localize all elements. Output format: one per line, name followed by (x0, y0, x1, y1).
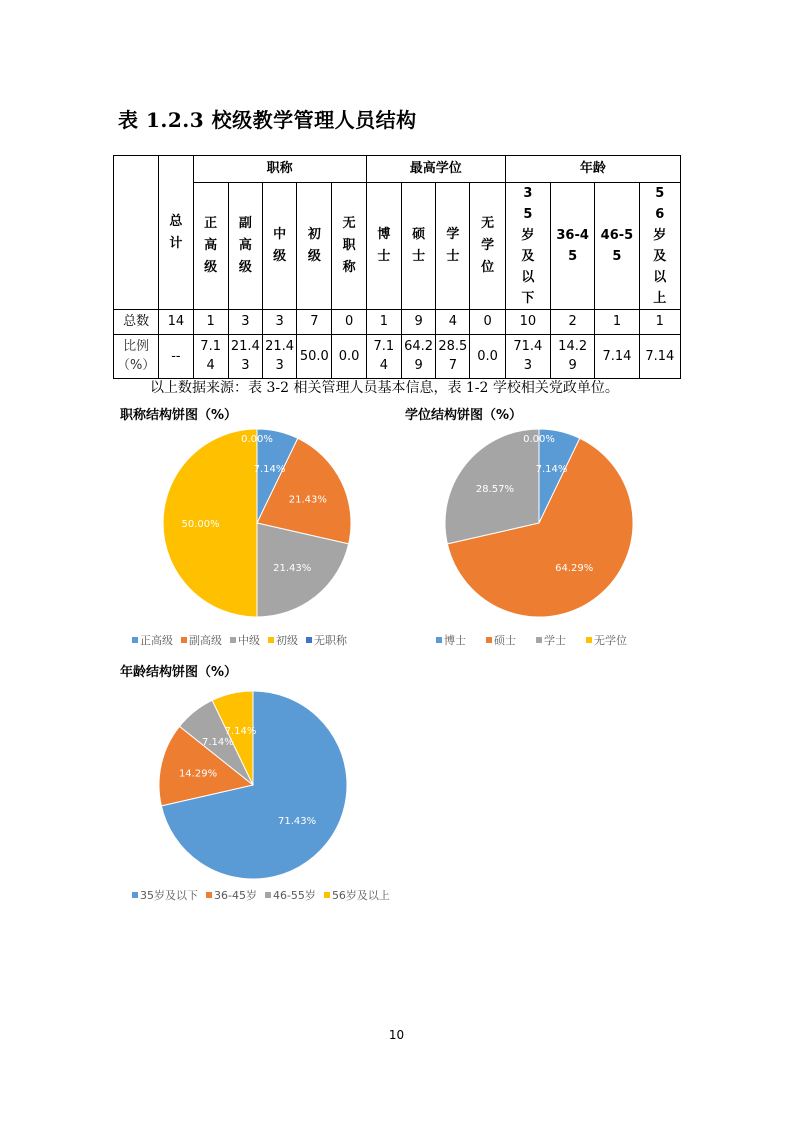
table-cell: 7.14 (639, 335, 680, 379)
subheader: 36-45 (551, 183, 595, 310)
legend-label: 无职称 (314, 634, 347, 647)
legend-swatch (181, 637, 187, 643)
table-cell: 0.0 (470, 335, 505, 379)
legend-label: 硕士 (494, 634, 516, 647)
legend-item-0-0 (132, 632, 173, 648)
pie-label-2-2: 7.14% (201, 736, 234, 748)
table-cell: 7.14 (595, 335, 639, 379)
legend-label: 博士 (444, 634, 466, 647)
staff-structure-table (113, 155, 681, 379)
table-cell: 1 (639, 310, 680, 335)
subheader: 35岁及以下 (505, 183, 550, 310)
table-cell: 3 (263, 310, 297, 335)
pie-label-1-1: 64.29% (555, 563, 594, 575)
legend-swatch (132, 637, 138, 643)
subheader: 硕士 (402, 183, 436, 310)
legend-item-0-4 (306, 632, 347, 648)
pie-label-2-0: 71.43% (278, 816, 317, 828)
table-cell: 4 (436, 310, 470, 335)
pie-chart-degree (444, 428, 634, 618)
subheader: 中级 (263, 183, 297, 310)
table-cell: 21.43 (263, 335, 297, 379)
row-label: 总数 (114, 310, 159, 335)
legend-swatch (436, 637, 442, 643)
legend-label: 35岁及以下 (140, 889, 198, 902)
corner-cell (114, 156, 159, 310)
table-cell: 1 (193, 310, 228, 335)
legend-label: 中级 (238, 634, 260, 647)
subheader: 56岁及以上 (639, 183, 680, 310)
legend-item-1-1 (486, 632, 516, 648)
legend-swatch (486, 637, 492, 643)
group-header-degree: 最高学位 (366, 156, 505, 183)
table-cell: 0 (470, 310, 505, 335)
chart-title-degree: 学位结构饼图（%） (405, 408, 523, 423)
table-cell: 21.43 (228, 335, 262, 379)
group-header-age: 年龄 (505, 156, 680, 183)
legend-swatch (268, 637, 274, 643)
legend-swatch (132, 892, 138, 898)
total-header: 总计 (159, 156, 193, 310)
legend-item-0-2 (230, 632, 260, 648)
legend-swatch (536, 637, 542, 643)
pie-label-0-0: 7.14% (253, 464, 286, 476)
legend-item-1-2 (536, 632, 566, 648)
pie-chart-age (158, 690, 348, 880)
subheader: 无学位 (470, 183, 505, 310)
legend-professional-rank (132, 632, 347, 648)
legend-item-2-1 (206, 887, 257, 903)
table-cell: 2 (551, 310, 595, 335)
table-cell: 0.0 (332, 335, 366, 379)
data-source-note: 以上数据来源：表 3-2 相关管理人员基本信息，表 1-2 学校相关党政单位。 (150, 380, 619, 396)
subheader: 无职称 (332, 183, 366, 310)
legend-label: 无学位 (594, 634, 627, 647)
pie-chart-professional-rank (162, 428, 352, 618)
pie-label-0-2: 21.43% (273, 563, 312, 575)
legend-swatch (586, 637, 592, 643)
legend-item-2-3 (324, 887, 390, 903)
table-cell: 1 (366, 310, 401, 335)
legend-swatch (265, 892, 271, 898)
legend-swatch (206, 892, 212, 898)
table-cell: 64.29 (402, 335, 436, 379)
legend-label: 学士 (544, 634, 566, 647)
legend-item-0-1 (181, 632, 222, 648)
group-header-title: 职称 (193, 156, 366, 183)
legend-item-2-2 (265, 887, 316, 903)
legend-label: 正高级 (140, 634, 173, 647)
legend-age (132, 887, 390, 903)
legend-item-1-0 (436, 632, 466, 648)
table-cell: -- (159, 335, 193, 379)
chart-title-professional-rank: 职称结构饼图（%） (120, 408, 238, 423)
table-cell: 14.29 (551, 335, 595, 379)
subheader: 学士 (436, 183, 470, 310)
legend-item-2-0 (132, 887, 198, 903)
table-cell: 1 (595, 310, 639, 335)
table-cell: 71.43 (505, 335, 550, 379)
chart-title-age: 年龄结构饼图（%） (120, 665, 238, 680)
subheader: 副高级 (228, 183, 262, 310)
row-label: 比例（%） (114, 335, 159, 379)
subheader: 博士 (366, 183, 401, 310)
legend-swatch (324, 892, 330, 898)
pie-label-1-3: 0.00% (523, 433, 555, 445)
subheader: 初级 (297, 183, 332, 310)
pie-label-2-1: 14.29% (178, 768, 218, 780)
table-cell: 0 (332, 310, 366, 335)
legend-item-1-3 (586, 632, 627, 648)
table-cell: 7.14 (193, 335, 228, 379)
legend-label: 46-55岁 (272, 889, 316, 902)
pie-label-0-4: 0.00% (241, 433, 273, 445)
pie-label-0-1: 21.43% (288, 494, 327, 506)
pie-label-1-0: 7.14% (535, 464, 568, 476)
subheader: 46-55 (595, 183, 639, 310)
page-title: 表 1.2.3 校级教学管理人员结构 (118, 108, 417, 132)
table-cell: 7.14 (366, 335, 401, 379)
table-cell: 9 (402, 310, 436, 335)
table-cell: 50.0 (297, 335, 332, 379)
legend-item-0-3 (268, 632, 298, 648)
legend-label: 初级 (276, 634, 298, 647)
table-cell: 3 (228, 310, 262, 335)
table-cell: 10 (505, 310, 550, 335)
pie-label-0-3: 50.00% (181, 519, 220, 530)
subheader: 正高级 (193, 183, 228, 310)
legend-label: 36-45岁 (214, 889, 257, 902)
legend-label: 56岁及以上 (331, 889, 390, 902)
legend-degree (436, 632, 627, 648)
pie-label-1-2: 28.57% (475, 483, 514, 495)
legend-label: 副高级 (189, 634, 222, 647)
legend-swatch (306, 637, 312, 643)
table-cell: 28.57 (436, 335, 470, 379)
legend-swatch (230, 637, 236, 643)
pie-label-2-3: 7.14% (224, 726, 257, 738)
table-cell: 14 (159, 310, 193, 335)
table-cell: 7 (297, 310, 332, 335)
page-number: 10 (388, 1028, 405, 1042)
